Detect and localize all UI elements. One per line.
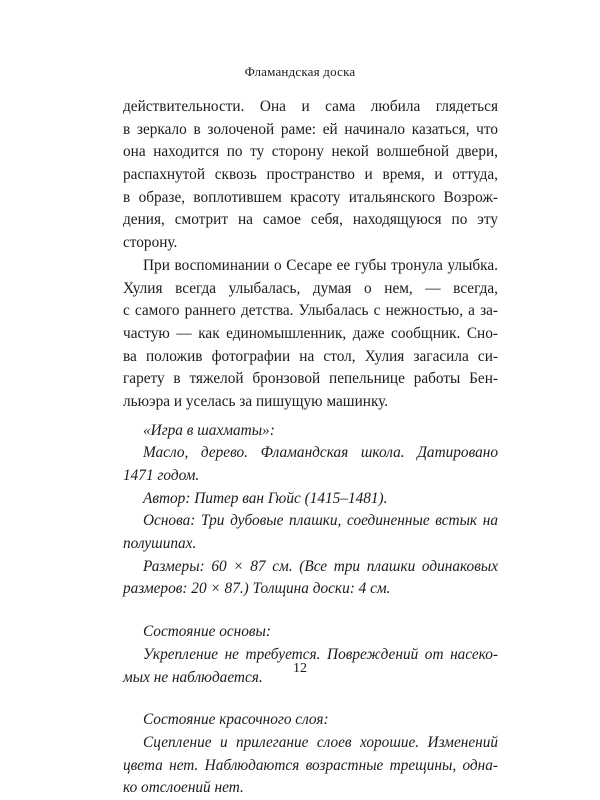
text-line: в образе, воплотившем красоту итальянского Возрож- — [123, 188, 498, 206]
text-line: действительности. Она и сама любила глядеться — [123, 98, 498, 115]
page-number: 12 — [293, 661, 307, 676]
painting-author: Автор: Питер ван Гюйс (1415–1481). — [143, 489, 388, 507]
text-line: Основа: Три дубовые плашки, соединенные встык на — [143, 512, 498, 530]
text-line: дения, смотрит на самое себя, находящуюся по эту — [123, 211, 498, 229]
text-line: Масло, дерево. Фламандская школа. Датировано — [143, 444, 498, 462]
base-condition — [123, 621, 498, 689]
text-line: размеров: 20 × 87.) Толщина доски: 4 см. — [123, 580, 391, 598]
section-heading: Состояние красочного слоя: — [143, 711, 329, 729]
text-line: цвета нет. Наблюдаются возрастные трещины, одна- — [123, 756, 498, 774]
page-body — [123, 96, 498, 800]
running-header: Фламандская доска — [244, 64, 356, 79]
text-line: ва положив фотографии на стол, Хулия загасила си- — [123, 347, 498, 365]
text-line: Сцепление и прилегание слоев хорошие. Изменений — [143, 733, 498, 751]
paint-layer-condition — [123, 709, 498, 800]
text-line: сторону. — [123, 234, 178, 252]
text-line: частую — как единомышленник, даже сообщник. Сно- — [123, 324, 498, 342]
text-line: в зеркало в золоченой раме: ей начинало казаться, что — [123, 120, 498, 138]
spacer — [123, 601, 498, 621]
text-line: При воспоминании о Сесаре ее губы тронула улыбка. — [143, 256, 498, 274]
text-line: она находится по ту сторону некой волшебной двери, — [123, 143, 498, 161]
text-line: 1471 годом. — [123, 467, 200, 484]
text-line: мых не наблюдается. — [123, 668, 263, 686]
text-line: Размеры: 60 × 87 см. (Все три плашки одинаковых — [143, 557, 498, 575]
paragraph-cesar — [123, 255, 498, 414]
text-line: Хулия всегда улыбалась, думая о нем, — всегда, — [123, 279, 498, 297]
text-line: льюэра и уселась за пишущую машинку. — [123, 392, 389, 410]
text-line: полушипах. — [123, 535, 197, 553]
painting-description — [123, 420, 498, 602]
spacer — [123, 689, 498, 709]
painting-title: «Игра в шахматы»: — [143, 421, 275, 439]
text-line: ко отслоений нет. — [123, 779, 244, 797]
paragraph-continuation — [123, 96, 498, 255]
text-line: Укрепление не требуется. Повреждений от насеко- — [143, 645, 498, 663]
section-heading: Состояние основы: — [143, 623, 271, 641]
text-line: с самого раннего детства. Улыбалась с нежностью, а за- — [123, 302, 498, 320]
text-line: гарету в тяжелой бронзовой пепельнице работы Бен- — [123, 370, 498, 388]
text-line: распахнутой сквозь пространство и время, и оттуда, — [123, 166, 498, 184]
